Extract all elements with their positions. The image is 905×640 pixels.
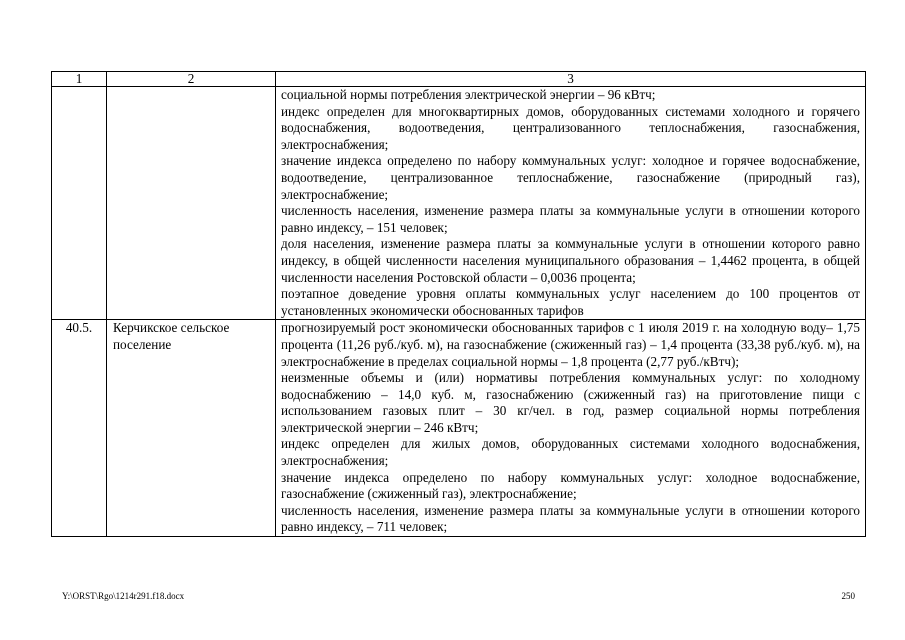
column-header-3: 3 xyxy=(276,72,866,87)
footer-page-number: 250 xyxy=(841,591,855,601)
column-header-2: 2 xyxy=(107,72,276,87)
description-cell xyxy=(276,87,866,320)
row-number-cell: 40.5. xyxy=(52,320,107,537)
paragraph: прогнозируемый рост экономически обоснованных тарифов с 1 июля 2019 г. на холодную воду– 1,75 процента (11,26 руб./куб. м), на газоснабжение (сжиженный газ) – 1,4 процента (33,38 руб./куб. м), на электроснабжение в пределах социальной нормы – 1,8 процента (2,77 руб./кВтч); xyxy=(281,320,860,369)
paragraph: поэтапное доведение уровня оплаты коммунальных услуг населением до 100 процентов от установленных экономически обоснованных тарифов xyxy=(281,286,860,318)
tariff-table xyxy=(51,71,866,537)
row-number-cell xyxy=(52,87,107,320)
paragraph: численность населения, изменение размера платы за коммунальные услуги в отношении которого равно индексу, – 711 человек; xyxy=(281,502,860,535)
paragraph: доля населения, изменение размера платы за коммунальные услуги в отношении которого равно индексу, в общей численности населения муниципального образования – 1,4462 процента, в общей численности населения Ростовской области – 0,0036 процента; xyxy=(281,236,860,285)
footer-file-path: Y:\ORST\Rgo\1214r291.f18.docx xyxy=(62,591,185,601)
paragraph: значение индекса определено по набору коммунальных услуг: холодное водоснабжение, газоснабжение (сжиженный газ), электроснабжение; xyxy=(281,469,860,502)
table-row xyxy=(52,320,866,537)
paragraph: неизменные объемы и (или) нормативы потребления коммунальных услуг: по холодному водоснабжению – 14,0 куб. м, газоснабжению (сжиженный газ) на приготовление пищи с использованием газовых плит – 30 кг/чел. в год, размер социальной нормы потребления электрической энергии – 246 кВтч; xyxy=(281,370,860,435)
table-header-row xyxy=(52,72,866,87)
paragraph: индекс определен для жилых домов, оборудованных системами холодного водоснабжения, электроснабжения; xyxy=(281,436,860,469)
paragraph: численность населения, изменение размера платы за коммунальные услуги в отношении которого равно индексу, – 151 человек; xyxy=(281,203,860,235)
settlement-name-cell xyxy=(107,87,276,320)
column-header-1: 1 xyxy=(52,72,107,87)
settlement-name-cell: Керчикское сельское поселение xyxy=(107,320,276,537)
paragraph: индекс определен для многоквартирных домов, оборудованных системами холодного и горячего водоснабжения, водоотведения, централизованного теплоснабжения, газоснабжения, электроснабжения; xyxy=(281,103,860,152)
description-cell xyxy=(276,320,866,537)
paragraph: социальной нормы потребления электрической энергии – 96 кВтч; xyxy=(281,87,656,102)
paragraph: значение индекса определено по набору коммунальных услуг: холодное и горячее водоснабжение, водоотведение, централизованное теплоснабжение, газоснабжение (природный газ), электроснабжение; xyxy=(281,153,860,202)
table-row xyxy=(52,87,866,320)
